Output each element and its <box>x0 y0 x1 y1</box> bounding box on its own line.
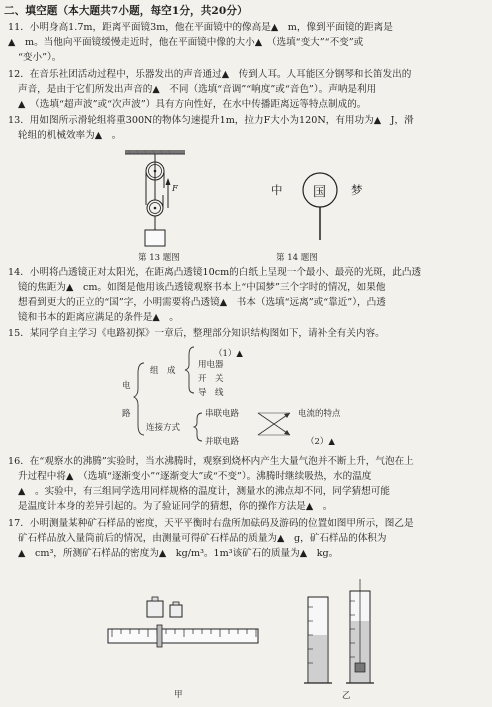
root-lu: 路 <box>122 409 131 419</box>
char-zhong: 中 <box>271 183 283 197</box>
root-dian: 电 <box>122 381 131 391</box>
graduated-cylinders-diagram <box>300 577 390 689</box>
question-16: 16．在“观察水的沸腾”实验时，当水沸腾时，观察到烧杯内产生大量气泡并不断上升，气泡在上 升过程中将▲ （选填“逐渐变小”“逐渐变大”或“不变”）。沸腾时继续吸热，水的温度 ▲ 。实验中，有三组同学选用同样规格的温度计，测量水的沸点却不同，同学猜想可能 是温度计本身的差异引起的。为了验证同学的猜想，你的操作方法是▲ 。 <box>8 456 414 513</box>
composition-appliance: 用电器 <box>198 360 224 370</box>
question-14: 14．小明将凸透镜正对太阳光，在距离凸透镜10cm的白纸上呈现一个最小、最亮的光斑，此凸透 镜的焦距为▲ cm。如图是他用该凸透镜观察书本上“中国梦”三个字时的情况，如果他 想看到更大的正立的“国”字，小明需要将凸透镜▲ 书本（选填“远离”或“靠近”），凸透 镜和书本的距离应满足的条件是▲ 。 <box>8 267 422 324</box>
feature-blank-2: （2）▲ <box>306 437 335 447</box>
figure-17-cylinders <box>300 577 390 702</box>
question-17: 17．小明测量某种矿石样品的密度，天平平衡时右盘所加砝码及游码的位置如图甲所示，图乙是 矿石样品放入量筒前后的情况，由测量可得矿石样品的质量为▲ g，矿石样品的体积为 ▲ cm³，所测矿石样品的密度为▲ kg/m³。1m³该矿石的质量为▲ kg。 <box>8 518 414 560</box>
branch-connection: 连接方式 <box>146 423 181 433</box>
figure-15-structure <box>110 343 370 453</box>
label-yi: 乙 <box>342 691 351 701</box>
branch-composition: 组 成 <box>150 366 176 376</box>
figure-17-balance <box>100 596 260 700</box>
series-circuit: 串联电路 <box>205 409 240 419</box>
figure-13-caption: 第 13 题图 <box>138 253 180 263</box>
question-12: 12．在音乐社团活动过程中，乐器发出的声音通过▲ 传到人耳。人耳能区分钢琴和长笛发出的 声音，是由于它们所发出声音的▲ 不同（选填“音调”“响度”或“音色”）。声呐是利用 ▲ （选填“超声波”或“次声波”）具有方向性好，在水中传播距离远等特点制成的。 <box>8 69 412 111</box>
char-guo: 国 <box>313 185 327 200</box>
balance-scale-diagram <box>100 596 260 666</box>
figure-14-caption: 第 14 题图 <box>276 253 318 263</box>
label-jia: 甲 <box>174 690 183 700</box>
figure-14 <box>268 172 378 262</box>
question-15: 15．某同学自主学习《电路初探》一章后，整理部分知识结构图如下，请补全有关内容。 <box>8 328 385 339</box>
composition-wire: 导 线 <box>198 388 224 398</box>
composition-switch: 开 关 <box>198 374 224 384</box>
question-13: 13．用如图所示滑轮组将重300N的物体匀速提升1m，拉力F大小为120N，有用功为▲ J，滑 轮组的机械效率为▲ 。 <box>8 115 414 142</box>
force-label: F <box>172 184 178 194</box>
figure-13 <box>120 150 200 262</box>
composition-blank-1: （1）▲ <box>214 349 243 359</box>
pulley-system-diagram <box>120 150 200 250</box>
current-feature: 电流的特点 <box>298 409 341 419</box>
parallel-circuit: 并联电路 <box>205 437 240 447</box>
section-title: 二、填空题（本大题共7小题，每空1分，共20分） <box>4 5 248 17</box>
question-11: 11．小明身高1.7m，距离平面镜3m，他在平面镜中的像高是▲ m，像到平面镜的距离是 ▲ m。当他向平面镜缓慢走近时，他在平面镜中像的大小▲ （选填“变大”“不变”或 “变小”）。 <box>8 22 393 64</box>
char-meng: 梦 <box>351 183 363 197</box>
